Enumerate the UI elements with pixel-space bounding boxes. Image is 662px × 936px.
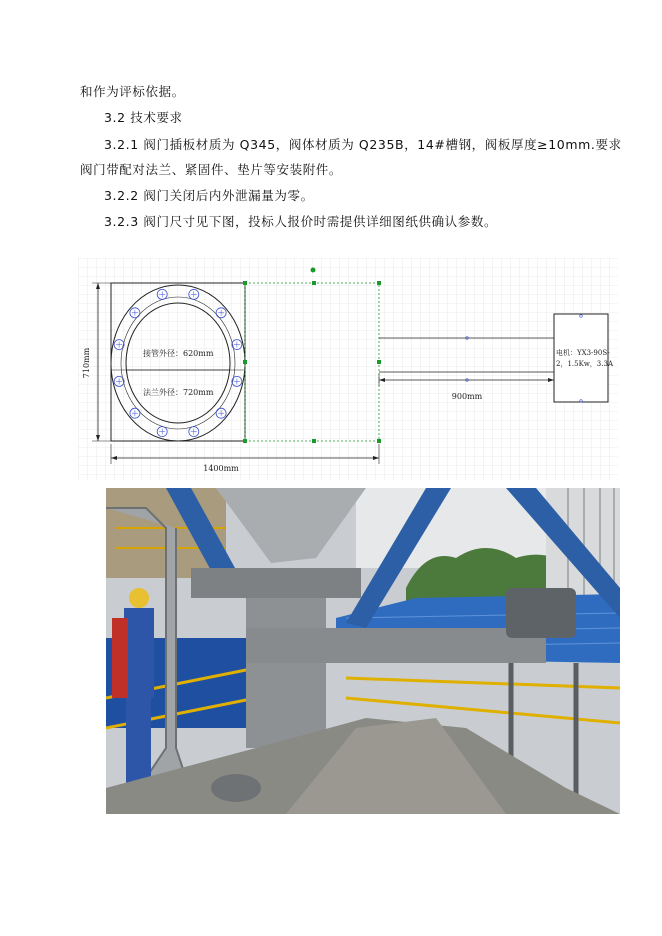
motor-spec-line1: 电机：YX3-90S- [556,349,610,357]
valve-drawing [78,258,618,480]
valve-pipe [246,598,326,748]
motor-box [554,314,608,402]
dim-710-label: 710mm [82,347,91,379]
dim-1400-label: 1400mm [203,464,239,473]
motor-spec-line2: 2，1.5Kw，3.3A [556,360,613,368]
requirement-3-2-3: 3.2.3 阀门尺寸见下图，投标人报价时需提供详细图纸供确认参数。 [104,214,498,229]
flange-od-label: 法兰外径：720mm [143,388,214,397]
text-line-1: 和作为评标依据。 [80,84,185,99]
section-heading: 3.2 技术要求 [104,110,183,125]
valve-motor [506,588,576,638]
grid-background [78,258,618,480]
requirement-3-2-2: 3.2.2 阀门关闭后内外泄漏量为零。 [104,188,314,203]
requirement-3-2-1: 3.2.1 阀门插板材质为 Q345，阀体材质为 Q235B，14#槽钢，阀板厚度≥10mm.要求 [104,137,622,152]
dim-900-label: 900mm [451,392,483,401]
site-photo [106,488,620,814]
valve-frame [191,568,361,598]
requirement-3-2-1-cont: 阀门带配对法兰、紧固件、垫片等安装附件。 [80,162,343,177]
rotate-handle[interactable] [311,268,316,273]
valve-slide-rail [246,628,546,663]
pipe-od-label: 接管外径：620mm [143,349,214,358]
worker [124,608,154,698]
